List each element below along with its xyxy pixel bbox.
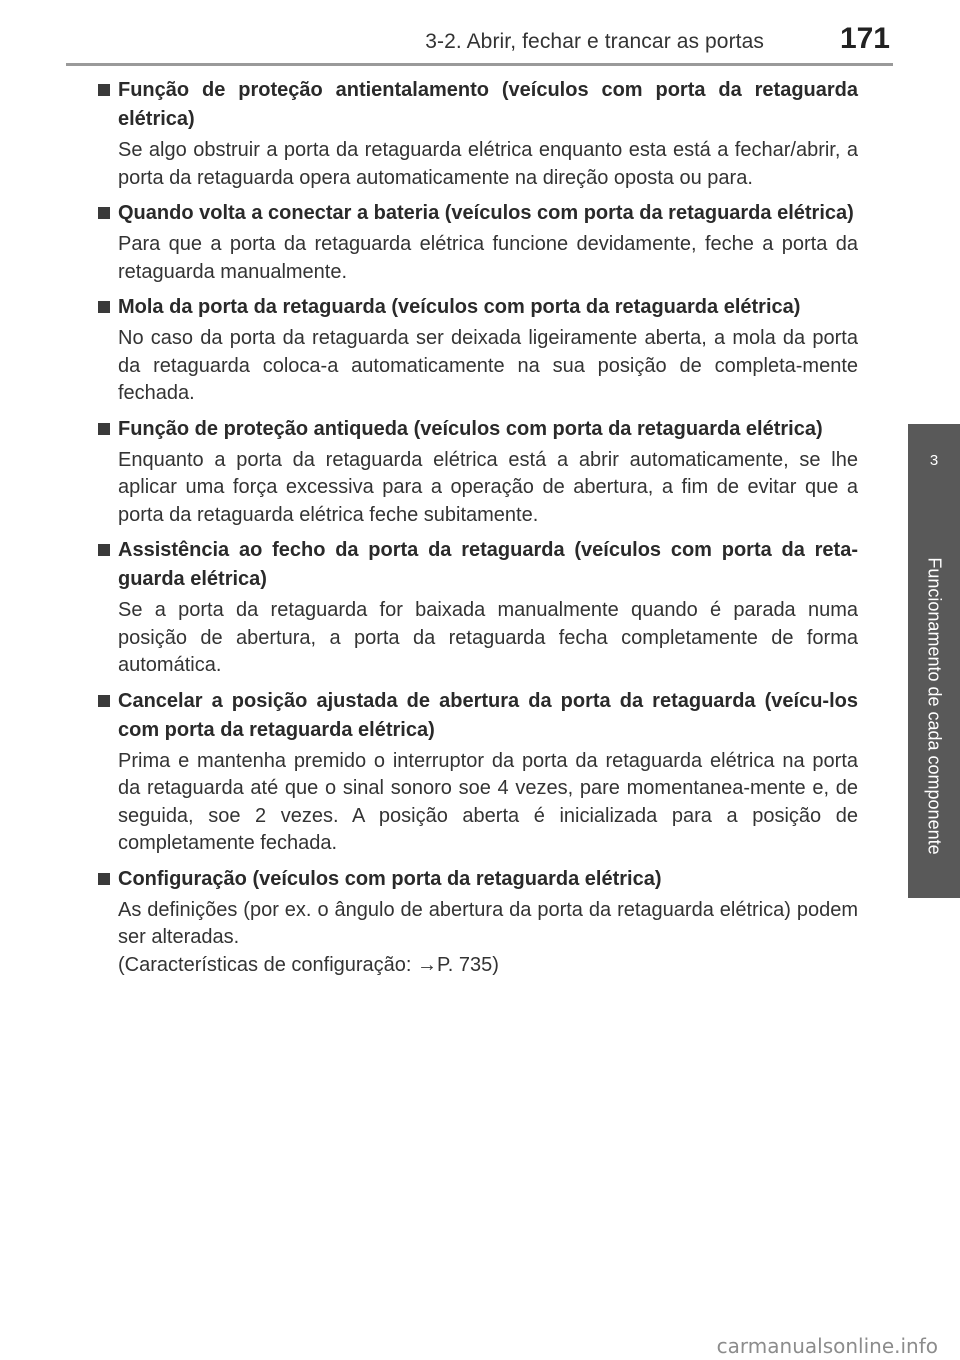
section-heading — [98, 415, 858, 444]
section-body — [118, 447, 858, 530]
chapter-title: Funcionamento de cada componente — [924, 557, 945, 855]
section-heading — [98, 865, 858, 894]
section-anti-drop — [98, 415, 858, 530]
square-bullet-icon — [98, 695, 110, 707]
section-configuration — [98, 865, 858, 980]
square-bullet-icon — [98, 873, 110, 885]
section-door-spring — [98, 293, 858, 408]
chapter-tab-strip — [908, 514, 960, 898]
section-heading — [98, 687, 858, 745]
section-body — [118, 597, 858, 680]
chapter-tab — [908, 424, 960, 514]
heading-text: Cancelar a posição ajustada de abertura da porta da retaguarda (veícu-los com porta da retaguarda elétrica) — [118, 689, 858, 741]
body-paragraph: Para que a porta da retaguarda elétrica funcione devidamente, feche a porta da retaguarda manualmente. — [118, 233, 858, 283]
page-content — [98, 76, 858, 986]
page-header — [0, 0, 960, 66]
page-number: 171 — [839, 22, 890, 55]
section-anti-pinch — [98, 76, 858, 192]
section-heading — [98, 76, 858, 134]
header-divider — [66, 63, 893, 66]
section-battery-reconnect — [98, 199, 858, 286]
heading-text: Função de proteção antientalamento (veículos com porta da retaguarda elétrica) — [118, 79, 858, 130]
square-bullet-icon — [98, 207, 110, 219]
body-paragraph: Prima e mantenha premido o interruptor da porta da retaguarda elétrica na porta da retaguarda até que o sinal sonoro soe 4 vezes, pare momentanea-mente e, de seguida, soe 2 vezes. A posição aberta é inicializada para a posição de completamente fechada. — [118, 749, 858, 854]
square-bullet-icon — [98, 301, 110, 313]
body-paragraph: Se a porta da retaguarda for baixada manualmente quando é parada numa posição de abertura, a porta da retaguarda fecha completamente de forma automática. — [118, 599, 858, 676]
section-body — [118, 137, 858, 192]
page-reference-link[interactable]: (Características de configuração: →P. 735) — [118, 953, 499, 976]
body-paragraph: As definições (por ex. o ângulo de abertura da porta da retaguarda elétrica) podem ser alteradas. — [118, 898, 858, 948]
section-heading — [98, 536, 858, 594]
section-heading — [98, 199, 858, 228]
heading-text: Mola da porta da retaguarda (veículos com porta da retaguarda elétrica) — [118, 296, 801, 318]
heading-text: Configuração (veículos com porta da retaguarda elétrica) — [118, 867, 662, 890]
section-body — [118, 748, 858, 858]
section-body — [118, 325, 858, 408]
heading-text: Assistência ao fecho da porta da retaguarda (veículos com porta da reta-guarda elétrica) — [118, 539, 858, 590]
body-paragraph: No caso da porta da retaguarda ser deixada ligeiramente aberta, a mola da porta da retaguarda coloca-a automaticamente na sua posição de completa-mente fechada. — [118, 327, 858, 404]
section-body — [118, 897, 858, 980]
section-heading — [98, 293, 858, 322]
chapter-number: 3 — [929, 452, 939, 469]
square-bullet-icon — [98, 423, 110, 435]
section-title: 3-2. Abrir, fechar e trancar as portas — [425, 30, 764, 53]
watermark: carmanualsonline.info — [716, 1334, 938, 1358]
section-cancel-open-position — [98, 687, 858, 858]
section-body — [118, 231, 858, 286]
body-paragraph: Enquanto a porta da retaguarda elétrica está a abrir automaticamente, se lhe aplicar uma força excessiva para a operação de abertura, a fim de evitar que a porta da retaguarda elétrica feche subitamente. — [118, 448, 858, 526]
body-paragraph: Se algo obstruir a porta da retaguarda elétrica enquanto esta está a fechar/abrir, a porta da retaguarda opera automaticamente na direção oposta ou para. — [118, 139, 858, 189]
square-bullet-icon — [98, 84, 110, 96]
heading-text: Quando volta a conectar a bateria (veículos com porta da retaguarda elétrica) — [118, 202, 854, 224]
heading-text: Função de proteção antiqueda (veículos com porta da retaguarda elétrica) — [118, 417, 823, 440]
section-closing-assist — [98, 536, 858, 680]
square-bullet-icon — [98, 544, 110, 556]
